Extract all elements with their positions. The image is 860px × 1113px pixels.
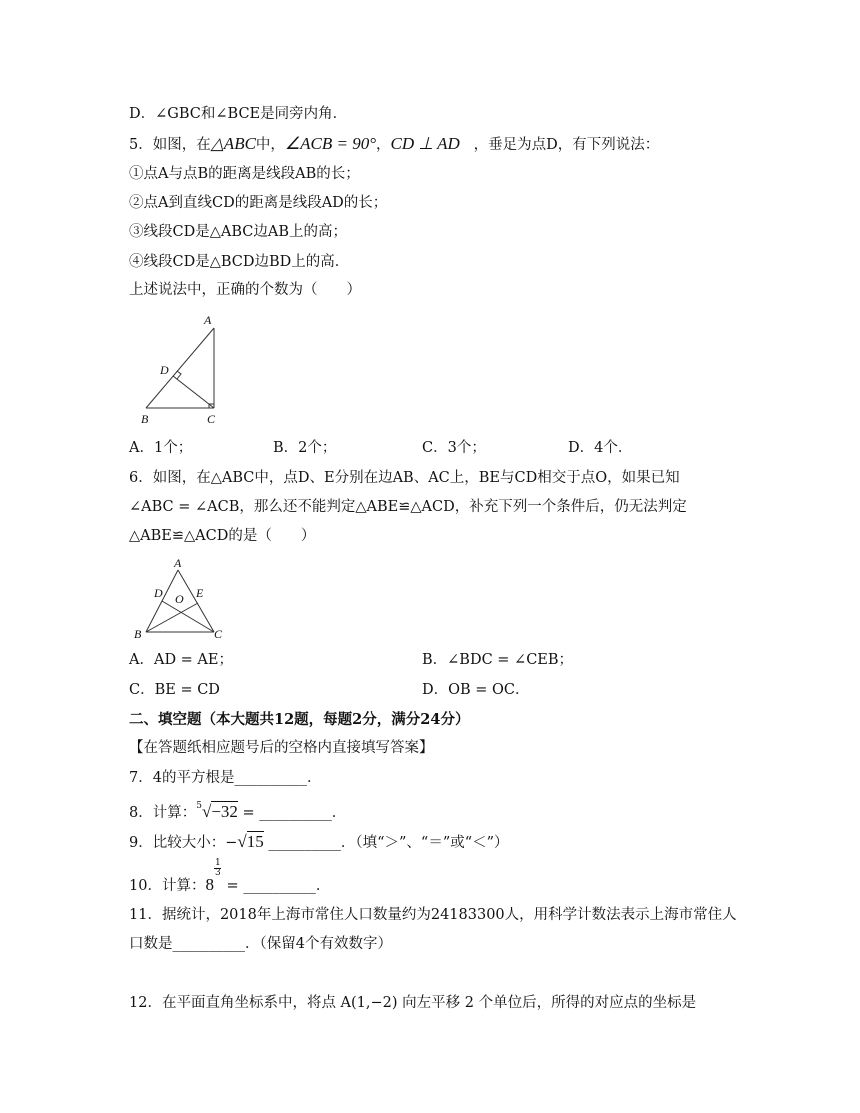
q5-statement-3: ③线段CD是△ABC边AB上的高； [129, 224, 347, 240]
q5-figure [136, 312, 226, 432]
q6-figure-label-c: C [214, 627, 223, 641]
section-2-title: 二、填空题（本大题共12题，每题2分，满分24分） [129, 711, 470, 728]
q8-suffix: = __________． [237, 804, 347, 821]
q10 [129, 858, 331, 896]
q5-statement-4: ④线段CD是△BCD边BD上的高． [129, 254, 350, 270]
q8 [129, 799, 346, 823]
q10-exp-num: 1 [214, 858, 221, 868]
q6-option-c: C．BE = CD [129, 682, 220, 698]
q8-radicand: −32 [211, 801, 238, 821]
q5-stem [129, 134, 659, 155]
q5-stem-triangle: △ABC [210, 134, 256, 153]
q10-suffix: = __________． [221, 878, 331, 894]
q5-question: 上述说法中，正确的个数为（ ） [129, 282, 361, 298]
q9-prefix: 9．比较大小：− [129, 835, 238, 851]
q5-stem-perp: CD ⊥ AD [390, 134, 460, 153]
q6-option-d: D．OB = OC． [422, 682, 530, 698]
q5-statement-1: ①点A与点B的距离是线段AB的长； [129, 166, 360, 182]
q5-figure-label-a: A [204, 313, 212, 327]
q10-exponent [214, 858, 222, 895]
q5-option-b: B．2个； [273, 440, 337, 456]
q11-line-2: 口数是__________．（保留4个有效数字） [129, 936, 392, 952]
q5-figure-side-ab [146, 328, 214, 408]
section-2-instruction: 【在答题纸相应题号后的空格内直接填写答案】 [129, 740, 434, 756]
q5-figure-label-d: D [160, 363, 169, 377]
q5-stem-mid: 中， [255, 137, 285, 153]
q5-option-a: A．1个； [129, 440, 193, 456]
q6-figure-label-b: B [134, 627, 142, 641]
q10-base: 8 [205, 875, 214, 894]
q6-figure [132, 556, 232, 646]
q7: 7．4的平方根是__________． [129, 770, 322, 786]
q6-figure-label-a: A [174, 556, 182, 570]
q9-suffix: __________．（填“＞”、“＝”或“＜”） [263, 835, 509, 851]
q6-option-b: B．∠BDC = ∠CEB； [422, 652, 574, 668]
q6-line-2: ∠ABC = ∠ACB，那么还不能判定△ABE≌△ACD，补充下列一个条件后，仍无法判定 [129, 499, 687, 515]
q10-prefix: 10．计算： [129, 878, 206, 894]
q5-figure-label-c: C [207, 412, 216, 426]
q11-line-1: 11．据统计，2018年上海市常住人口数量约为24183300人，用科学计数法表示上海市常住人 [129, 907, 737, 923]
q10-exp-den: 3 [214, 868, 221, 878]
q6-option-a: A．AD = AE； [129, 652, 233, 668]
q5-figure-segment-cd [173, 376, 214, 408]
q5-option-d: D．4个． [568, 440, 633, 456]
q6-figure-segment-cd [162, 601, 214, 632]
q9 [129, 832, 509, 853]
q12-line-1: 12．在平面直角坐标系中，将点 A(1,−2) 向左平移 2 个单位后，所得的对应点的坐标是 [129, 995, 697, 1011]
q9-root-sign: √ [237, 832, 247, 851]
q8-prefix: 8．计算： [129, 804, 197, 821]
q8-root-sign: √ [201, 801, 212, 821]
q4-option-d: D．∠GBC和∠BCE是同旁内角． [129, 106, 348, 122]
q5-stem-prefix: 5．如图，在 [129, 137, 211, 153]
q6-line-1: 6．如图，在△ABC中，点D、E分别在边AB、AC上，BE与CD相交于点O，如果已知 [129, 470, 680, 486]
q5-stem-suffix: ，垂足为点D，有下列说法： [473, 137, 660, 153]
q6-figure-label-e: E [196, 586, 204, 600]
q9-radicand: 15 [246, 832, 264, 851]
q5-stem-angle: ∠ACB = 90° [284, 134, 377, 153]
q6-line-3: △ABE≌△ACD的是（ ） [129, 528, 316, 544]
q5-statement-2: ②点A到直线CD的距离是线段AD的长； [129, 195, 388, 211]
q6-figure-label-o: O [175, 592, 184, 606]
q8-root-index: 5 [196, 801, 202, 811]
q5-figure-right-angle-d [177, 371, 181, 379]
q5-stem-comma: ， [376, 137, 391, 153]
q5-option-c: C．3个； [422, 440, 486, 456]
q5-figure-label-b: B [141, 412, 149, 426]
q6-figure-label-d: D [154, 586, 163, 600]
